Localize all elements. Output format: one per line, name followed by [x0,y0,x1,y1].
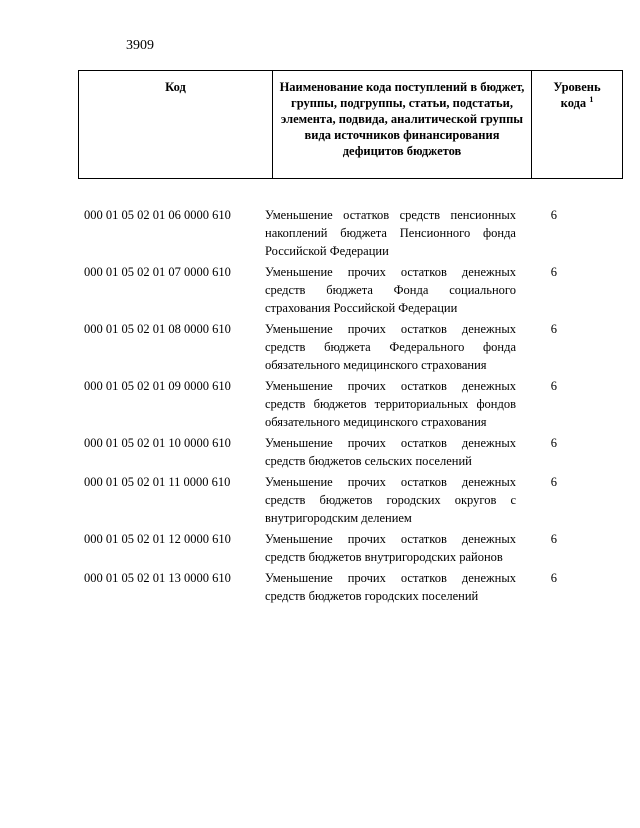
row-level: 6 [550,532,557,546]
row-name: Уменьшение прочих остатков денежных средств бюджетов городских округов с внутригородским делением [265,475,516,525]
row-code: 000 01 05 02 01 06 0000 610 [84,208,231,222]
header-level [532,71,623,179]
footnote-marker: 1 [589,94,594,104]
table-row [78,434,595,470]
row-code: 000 01 05 02 01 08 0000 610 [84,322,231,336]
table-row [78,569,595,605]
row-code: 000 01 05 02 01 09 0000 610 [84,379,231,393]
table-row [78,473,595,527]
row-level: 6 [550,475,557,489]
row-level: 6 [550,322,557,336]
row-code: 000 01 05 02 01 10 0000 610 [84,436,231,450]
table-row [78,530,595,566]
header-code: Код [79,71,273,179]
row-level: 6 [550,571,557,585]
row-name: Уменьшение прочих остатков денежных средств бюджетов городских поселений [265,571,516,603]
table-row [78,320,595,374]
row-level: 6 [550,208,557,222]
table-row [78,263,595,317]
page-number: 3909 [126,38,154,53]
header-name: Наименование кода поступлений в бюджет, группы, подгруппы, статьи, подстатьи, элемента, подвида, аналитической группы вида источников финансирования дефицитов бюджетов [273,71,532,179]
row-level: 6 [550,379,557,393]
row-name: Уменьшение прочих остатков денежных средств бюджета Фонда социального страхования Российской Федерации [265,265,516,315]
row-level: 6 [550,436,557,450]
row-name: Уменьшение прочих остатков денежных средств бюджета Федерального фонда обязательного медицинского страхования [265,322,516,372]
header-level-label: Уровень кода [553,80,601,110]
row-name: Уменьшение прочих остатков денежных средств бюджетов территориальных фондов обязательного медицинского страхования [265,379,516,429]
table-row [78,206,595,260]
row-code: 000 01 05 02 01 07 0000 610 [84,265,231,279]
row-code: 000 01 05 02 01 11 0000 610 [84,475,231,489]
table-header [78,70,623,179]
row-name: Уменьшение остатков средств пенсионных накоплений бюджета Пенсионного фонда Российской Федерации [265,208,516,258]
table-row [78,377,595,431]
table-body [78,206,595,608]
row-code: 000 01 05 02 01 12 0000 610 [84,532,231,546]
row-code: 000 01 05 02 01 13 0000 610 [84,571,231,585]
row-level: 6 [550,265,557,279]
row-name: Уменьшение прочих остатков денежных средств бюджетов внутригородских районов [265,532,516,564]
row-name: Уменьшение прочих остатков денежных средств бюджетов сельских поселений [265,436,516,468]
